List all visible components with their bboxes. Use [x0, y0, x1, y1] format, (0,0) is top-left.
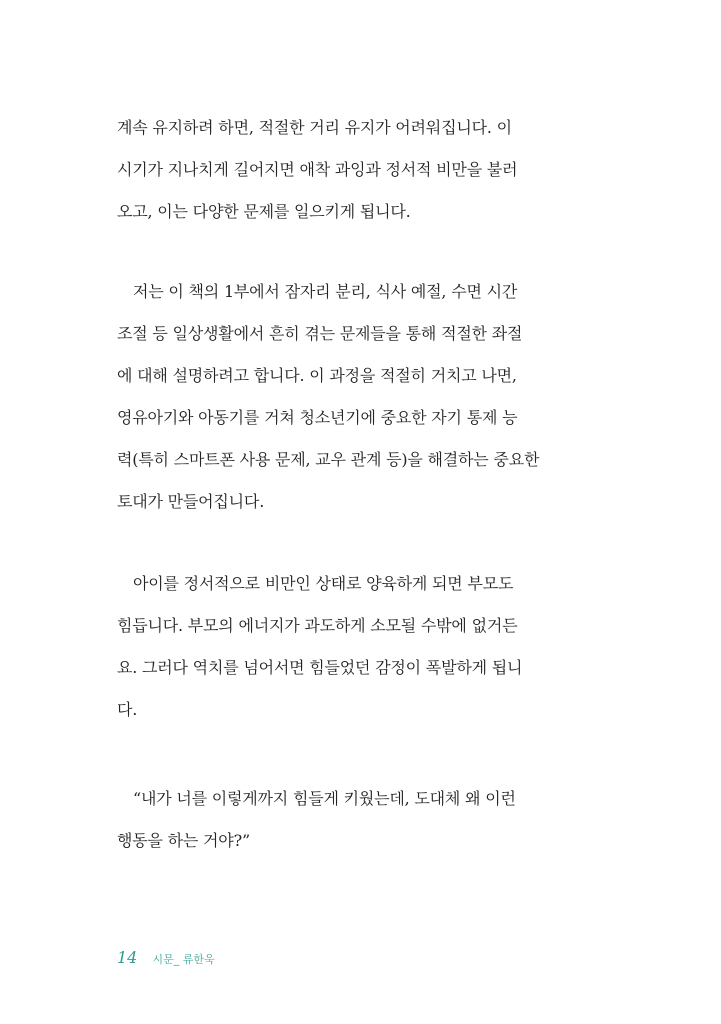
paragraph-line: 토대가 만들어집니다. [117, 492, 265, 511]
paragraph-line: 요. 그러다 역치를 넘어서면 힘들었던 감정이 폭발하게 됩니 [117, 658, 523, 677]
paragraph-line: 에 대해 설명하려고 합니다. 이 과정을 적절히 거치고 나면, [117, 366, 517, 385]
footer-credit: 시문_ 류한욱 [152, 953, 215, 966]
page-body [117, 0, 575, 1024]
page-number: 14 [117, 948, 138, 967]
paragraph-line: 오고, 이는 다양한 문제를 일으키게 됩니다. [117, 202, 411, 221]
paragraph-line: 저는 이 책의 1부에서 잠자리 분리, 식사 예절, 수면 시간 [133, 282, 518, 301]
paragraph-line: 조절 등 일상생활에서 흔히 겪는 문제들을 통해 적절한 좌절 [117, 324, 523, 343]
paragraph-line: “내가 너를 이렇게까지 힘들게 키웠는데, 도대체 왜 이런 [133, 789, 516, 808]
paragraph-line: 시기가 지나치게 길어지면 애착 과잉과 정서적 비만을 불러 [117, 160, 518, 179]
paragraph-line: 력(특히 스마트폰 사용 문제, 교우 관계 등)을 해결하는 중요한 [117, 450, 540, 469]
paragraph-line: 행동을 하는 거야?” [117, 831, 250, 850]
paragraph-line: 힘듭니다. 부모의 에너지가 과도하게 소모될 수밖에 없거든 [117, 616, 518, 635]
page-footer [117, 947, 215, 969]
paragraph-line: 영유아기와 아동기를 거쳐 청소년기에 중요한 자기 통제 능 [117, 408, 518, 427]
paragraph-line: 계속 유지하려 하면, 적절한 거리 유지가 어려워집니다. 이 [117, 118, 512, 137]
paragraph-line: 다. [117, 700, 138, 719]
paragraph-line: 아이를 정서적으로 비만인 상태로 양육하게 되면 부모도 [133, 574, 514, 593]
